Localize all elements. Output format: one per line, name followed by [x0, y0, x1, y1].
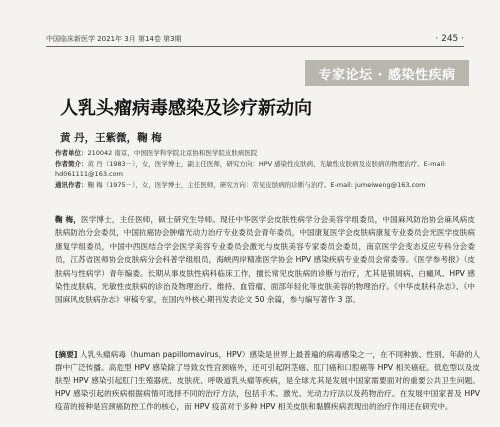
author-bio-line: [55, 159, 475, 180]
author-list: 黄 丹，王紫微，鞠 梅: [60, 132, 162, 144]
expert-bio-text: 医学博士，主任医师，硕士研究生导师。现任中华医学会皮肤性病学分会美容学组委员，中国麻风防治协会麻风病皮肤病防治分会委员，中国抗癌协会肿瘤光动力治疗专业委员会青年委员，中国康复医学会皮肤病康复专业委员会光医学皮肤病康复学组委员，中国中西医结合学会医学美容专业委员会激光与皮肤美容专家委员会委员，南京医学会变态反应专科分会委员，江苏省医师协会皮肤病分会科普学组组员，海峡两岸精准医学协会 HPV 感染疾病专业委员会常委等。《医学参考报》（皮肤病与性病学）青年编委。长期从事皮肤性病科临床工作，擅长常见皮肤病的诊断与治疗，尤其是银屑病、白癜风、HPV 感染性皮肤病、光敏性皮肤病的诊治及物理治疗、维持、血管瘤、面部年轻化等皮肤美容的物理治疗。《中华皮肤科杂志》、《中国麻风皮肤病杂志》审稿专家，在国内外核心期刊发表论文 50 余篇，参与编写著作 3 部。: [55, 215, 475, 305]
journal-header: [46, 34, 464, 47]
correspondence-text: 鞠 梅（1975－），女，医学博士，主任医师，研究方向：常见皮肤病的诊断与治疗。E-mail: jumeiweng@163.com: [87, 180, 426, 189]
expert-bio: [55, 213, 475, 307]
journal-info: 中国临床新医学 2021年 3月 第14卷 第3期: [46, 35, 182, 43]
correspondence-line: [55, 180, 475, 191]
article-title: 人乳头瘤病毒感染及诊疗新动向: [60, 98, 312, 119]
expert-name: 鞠 梅，: [55, 215, 81, 224]
abstract-label: [摘要]: [55, 350, 78, 359]
abstract-text: 人乳头瘤病毒（human papillomavirus，HPV）感染是世界上最普遍的病毒感染之一，在不同种族、性别、年龄的人群中广泛传播。高危型 HPV 感染除了导致女性宫颈癌外，还可引起阴茎癌、肛门癌和口腔癌等 HPV 相关癌症。低危型以及皮肤型 HPV 感染引起肛门生殖器疣、皮肤疣、呼吸道乳头瘤等疾病，是全球尤其是发展中国家需要面对的重要公共卫生问题。HPV 感染引起的疾病根据病情可选择不同的治疗方法，包括手术、激光、光动力疗法以及药物治疗。在发展中国家普及 HPV 疫苗的接种是宫颈癌防控工作的核心，而 HPV 疫苗对于多种 HPV 相关皮肤和黏膜疾病表现出的治疗作用还在研究中。: [55, 350, 480, 411]
abstract: [55, 348, 480, 413]
affiliation-block: [55, 148, 475, 190]
author-bio-text: 黄 丹（1983－），女，医学博士，副主任医师，研究方向：HPV 感染性皮肤病、光敏性皮肤病及皮肤病的物理治疗。E-mail: hd061111@163.com: [55, 159, 447, 178]
unit-line: [55, 148, 475, 159]
unit-label: 作者单位：: [55, 149, 88, 157]
author-bio-label: 作者简介：: [55, 159, 88, 168]
page-number: · 245 ·: [435, 34, 464, 44]
correspondence-label: 通讯作者：: [55, 180, 88, 189]
unit-text: 210042 南京，中国医学科学院北京协和医学院皮肤病医院: [87, 149, 258, 157]
section-banner: 专家论坛 · 感染性疾病: [305, 60, 469, 86]
